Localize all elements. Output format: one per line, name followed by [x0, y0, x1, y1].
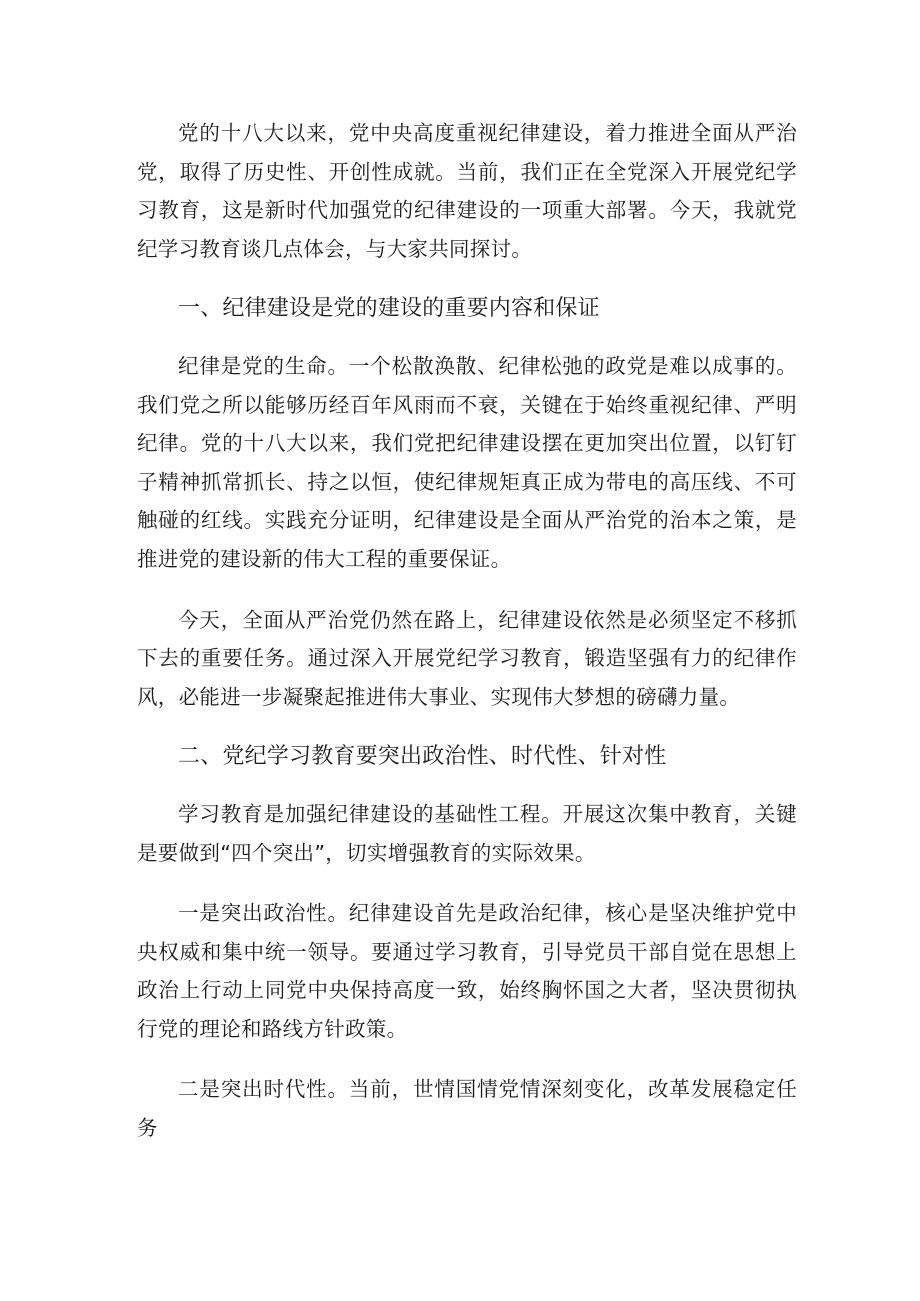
section-heading-2: 二、党纪学习教育要突出政治性、时代性、针对性: [178, 744, 667, 770]
document-page: [137, 114, 797, 1148]
spacer: [137, 329, 797, 347]
body-paragraph: 今天，全面从严治党仍然在路上，纪律建设依然是必须坚定不移抓下去的重要任务。通过深入开展党纪学习教育，锻造坚强有力的纪律作风，必能进一步凝聚起推进伟大事业、实现伟大梦想的磅礴力量。: [137, 607, 797, 709]
body-paragraph: 一是突出政治性。纪律建设首先是政治纪律，核心是坚决维护党中央权威和集中统一领导。要通过学习教育，引导党员干部自觉在思想上政治上行动上同党中央保持高度一致，始终胸怀国之大者，坚决贯彻执行党的理论和路线方针政策。: [137, 901, 797, 1041]
spacer: [137, 872, 797, 894]
spacer: [137, 579, 797, 601]
body-paragraph: 纪律是党的生命。一个松散涣散、纪律松弛的政党是难以成事的。我们党之所以能够历经百年风雨而不衰，关键在于始终重视纪律、严明纪律。党的十八大以来，我们党把纪律建设摆在更加突出位置，以钉钉子精神抓常抓长、持之以恒，使纪律规矩真正成为带电的高压线、不可触碰的红线。实践充分证明，纪律建设是全面从严治党的治本之策，是推进党的建设新的伟大工程的重要保证。: [137, 353, 797, 571]
spacer: [137, 268, 797, 290]
body-paragraph: 二是突出时代性。当前，世情国情党情深刻变化，改革发展稳定任务: [137, 1077, 797, 1141]
intro-paragraph: 党的十八大以来，党中央高度重视纪律建设，着力推进全面从严治党，取得了历史性、开创性成就。当前，我们正在全党深入开展党纪学习教育，这是新时代加强党的纪律建设的一项重大部署。今天，我就党纪学习教育谈几点体会，与大家共同探讨。: [137, 121, 797, 261]
section-heading-1: 一、纪律建设是党的建设的重要内容和保证: [178, 296, 600, 322]
spacer: [137, 716, 797, 738]
spacer: [137, 777, 797, 795]
body-paragraph: 学习教育是加强纪律建设的基础性工程。开展这次集中教育，关键是要做到“四个突出”，切实增强教育的实际效果。: [137, 801, 797, 865]
spacer: [137, 1048, 797, 1070]
